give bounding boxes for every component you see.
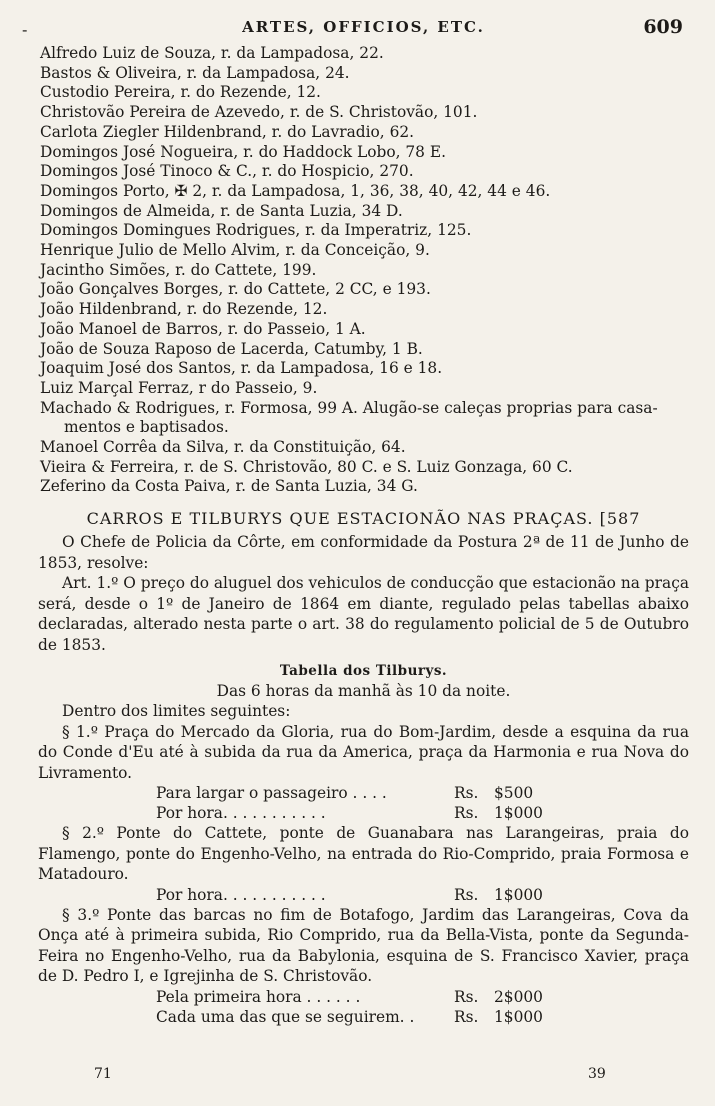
list-item: Zeferino da Costa Paiva, r. de Santa Luzia, 34 G. bbox=[40, 477, 418, 496]
list-item: Joaquim José dos Santos, r. da Lampadosa, 16 e 18. bbox=[40, 359, 443, 378]
header-left-mark: - bbox=[22, 20, 28, 39]
limits-line: Dentro dos limites seguintes: bbox=[62, 702, 291, 721]
list-item: Vieira & Ferreira, r. de S. Christovão, 80 C. e S. Luiz Gonzaga, 60 C. bbox=[40, 457, 573, 476]
list-item: Manoel Corrêa da Silva, r. da Constituição, 64. bbox=[40, 438, 406, 457]
section-heading: CARROS E TILBURYS QUE ESTACIONÃO NAS PRAÇAS. [587 bbox=[86, 509, 641, 529]
list-item: João Hildenbrand, r. do Rezende, 12. bbox=[40, 300, 328, 319]
price-value: 2$000 bbox=[494, 987, 543, 1006]
signature-mark-right: 39 bbox=[588, 1066, 606, 1082]
header-title: ARTES, OFFICIOS, ETC. bbox=[242, 18, 485, 36]
price-label: Por hora. . . . . . . . . . . bbox=[156, 885, 326, 904]
price-value: 1$000 bbox=[494, 804, 543, 823]
list-item: Henrique Julio de Mello Alvim, r. da Conceição, 9. bbox=[40, 241, 430, 260]
page-number: 609 bbox=[643, 16, 683, 38]
price-row bbox=[38, 885, 689, 905]
price-row bbox=[38, 783, 689, 803]
price-value: $500 bbox=[494, 784, 534, 803]
list-item: Jacintho Simões, r. do Cattete, 199. bbox=[40, 260, 317, 279]
list-item: Carlota Ziegler Hildenbrand, r. do Lavradio, 62. bbox=[40, 122, 415, 141]
price-currency: Rs. bbox=[454, 987, 479, 1006]
list-item: João Manoel de Barros, r. do Passeio, 1 A. bbox=[40, 319, 366, 338]
running-head bbox=[22, 14, 689, 44]
machado-line-2: mentos e baptisados. bbox=[64, 418, 229, 437]
list-item-machado bbox=[38, 399, 689, 438]
list-item: Luiz Marçal Ferraz, r do Passeio, 9. bbox=[40, 378, 318, 397]
section-1-paragraph: § 1.º Praça do Mercado da Gloria, rua do Bom-Jardim, desde a esquina da rua do Conde d'Eu até à subida da rua da America, praça da Harmonia e rua Nova do Livramento. bbox=[38, 722, 689, 782]
price-label: Cada uma das que se seguirem. . bbox=[156, 1007, 415, 1026]
price-row bbox=[38, 1007, 689, 1027]
list-item: Bastos & Oliveira, r. da Lampadosa, 24. bbox=[40, 63, 350, 82]
list-item: Domingos José Nogueira, r. do Haddock Lobo, 78 E. bbox=[40, 142, 446, 161]
machado-line-1: Machado & Rodrigues, r. Formosa, 99 A. Alugão-se caleças proprias para casa- bbox=[40, 398, 658, 417]
article-paragraph: Art. 1.º O preço do aluguel dos vehiculos de conducção que estacionão na praça será, desde o 1º de Janeiro de 1864 em diante, regulado pelas tabellas abaixo declaradas, alterado nesta parte o art. 38 do regulamento policial de 5 de Outubro de 1853. bbox=[38, 574, 689, 654]
price-label: Para largar o passageiro . . . . bbox=[156, 784, 387, 803]
table-title: Tabella dos Tilburys. bbox=[279, 663, 448, 680]
list-item: João Gonçalves Borges, r. do Cattete, 2 CC, e 193. bbox=[40, 280, 431, 299]
signature-mark-left: 71 bbox=[94, 1066, 112, 1082]
section-3-paragraph: § 3.º Ponte das barcas no fim de Botafogo, Jardim das Larangeiras, Cova da Onça até à primeira subida, Rio Comprido, rua da Bella-Vista, ponte da Segunda-Feira no Engenho-Velho, rua da Babylonia, esquina de S. Francisco Xavier, praça de D. Pedro I, e Igrejinha de S. Christovão. bbox=[38, 905, 689, 986]
list-item: Domingos de Almeida, r. de Santa Luzia, 34 D. bbox=[40, 201, 403, 220]
price-row bbox=[38, 987, 689, 1007]
section-2-paragraph: § 2.º Ponte do Cattete, ponte de Guanabara nas Larangeiras, praia do Flamengo, ponte do Engenho-Velho, na entrada do Rio-Comprido, praia Formosa e Matadouro. bbox=[38, 824, 689, 884]
price-currency: Rs. bbox=[454, 1007, 479, 1026]
list-item: Domingos José Tinoco & C., r. do Hospicio, 270. bbox=[40, 162, 414, 181]
list-item: Domingos Porto, ✠ 2, r. da Lampadosa, 1, 36, 38, 40, 42, 44 e 46. bbox=[40, 181, 551, 200]
price-value: 1$000 bbox=[494, 885, 543, 904]
price-row bbox=[38, 803, 689, 823]
intro-paragraph: O Chefe de Policia da Côrte, em conformidade da Postura 2ª de 11 de Junho de 1853, resolve: bbox=[38, 533, 689, 572]
hours-line: Das 6 horas da manhã às 10 da noite. bbox=[216, 682, 511, 701]
price-value: 1$000 bbox=[494, 1007, 543, 1026]
price-currency: Rs. bbox=[454, 804, 479, 823]
list-item: Custodio Pereira, r. do Rezende, 12. bbox=[40, 83, 321, 102]
price-label: Pela primeira hora . . . . . . bbox=[156, 987, 361, 1006]
price-label: Por hora. . . . . . . . . . . bbox=[156, 804, 326, 823]
price-currency: Rs. bbox=[454, 784, 479, 803]
list-item: João de Souza Raposo de Lacerda, Catumby, 1 B. bbox=[40, 339, 423, 358]
entry-list bbox=[38, 44, 689, 497]
price-currency: Rs. bbox=[454, 885, 479, 904]
list-item: Christovão Pereira de Azevedo, r. de S. Christovão, 101. bbox=[40, 103, 478, 122]
list-item: Alfredo Luiz de Souza, r. da Lampadosa, 22. bbox=[40, 44, 384, 62]
list-item: Domingos Domingues Rodrigues, r. da Imperatriz, 125. bbox=[40, 221, 472, 240]
